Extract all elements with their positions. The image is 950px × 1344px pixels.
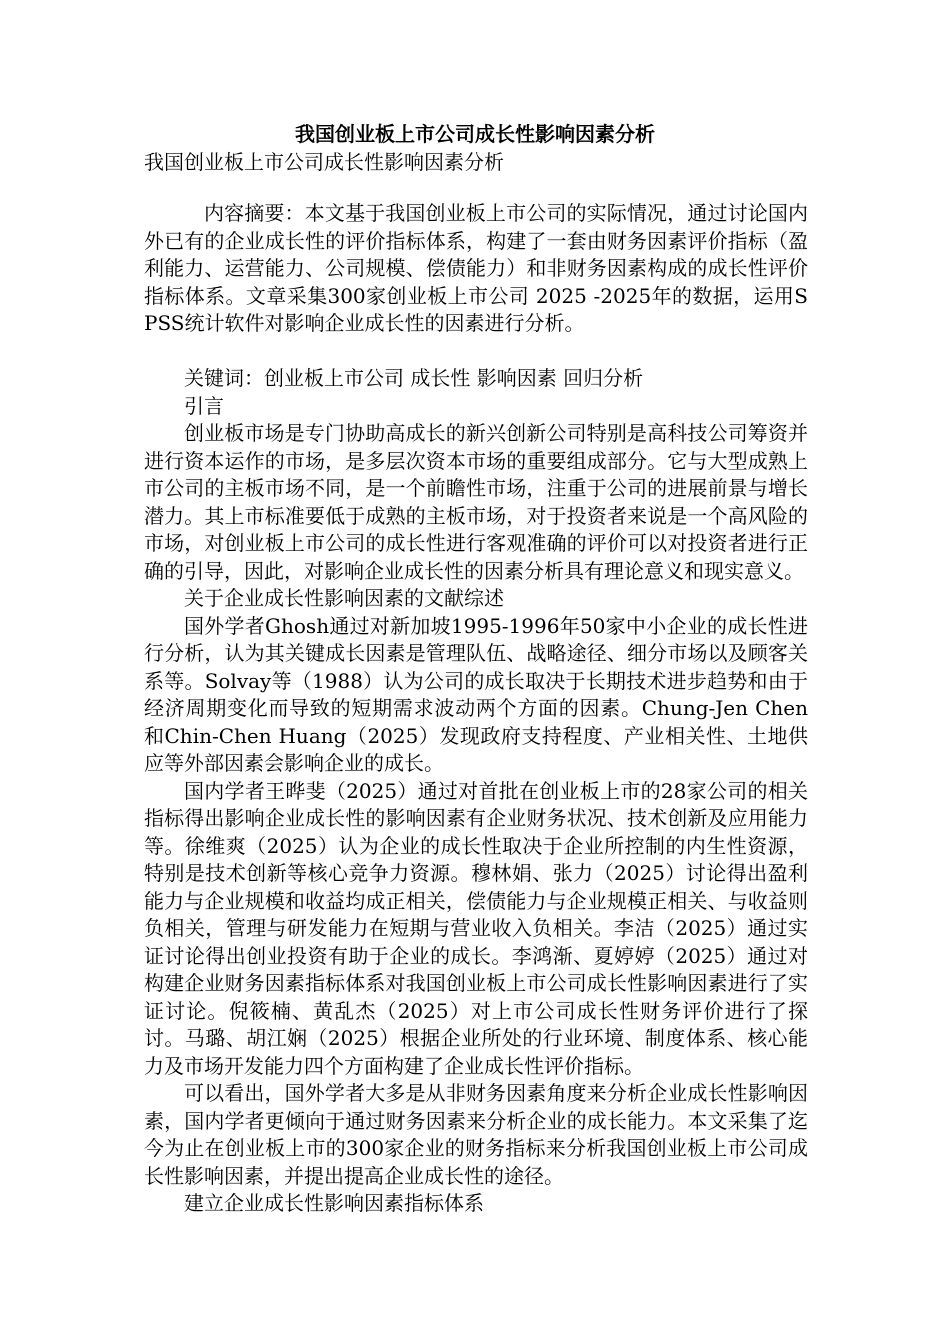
heading-intro: 引言 [184,393,224,418]
document-body [144,200,808,1218]
paragraph-summary: 可以看出，国外学者大多是从非财务因素角度来分析企业成长性影响因素，国内学者更倾向于通过财务因素来分析企业的成长能力。本文采集了迄今为止在创业板上市的300家企业的财务指标来分析我国创业板上市公司成长性影响因素，并提出提高企业成长性的途径。 [144,1081,808,1188]
heading-indicator-system: 建立企业成长性影响因素指标体系 [184,1191,484,1215]
keywords-line: 关键词：创业板上市公司 成长性 影响因素 回归分析 [184,366,644,390]
heading-literature-review: 关于企业成长性影响因素的文献综述 [184,586,504,610]
blank-line [144,338,808,366]
document-subtitle: 我国创业板上市公司成长性影响因素分析 [144,150,504,174]
paragraph-domestic-scholars: 国内学者王晔斐（2025）通过对首批在创业板上市的28家公司的相关指标得出影响企业成长性的影响因素有企业财务状况、技术创新及应用能力等。徐维爽（2025）认为企业的成长性取决于企业所控制的内生性资源，特别是技术创新等核心竞争力资源。穆林娟、张力（2025）讨论得出盈利能力与企业规模和收益均成正相关，偿债能力与企业规模正相关、与收益则负相关，管理与研发能力在短期与营业收入负相关。李洁（2025）通过实证讨论得出创业投资有助于企业的成长。李鸿渐、夏婷婷（2025）通过对构建企业财务因素指标体系对我国创业板上市公司成长性影响因素进行了实证讨论。倪筱楠、黄乱杰（2025）对上市公司成长性财务评价进行了探讨。马璐、胡江娴（2025）根据企业所处的行业环境、制度体系、核心能力及市场开发能力四个方面构建了企业成长性评价指标。 [144,778,808,1078]
document-title: 我国创业板上市公司成长性影响因素分析 [295,122,655,146]
paragraph-intro: 创业板市场是专门协助高成长的新兴创新公司特别是高科技公司筹资并进行资本运作的市场，是多层次资本市场的重要组成部分。它与大型成熟上市公司的主板市场不同，是一个前瞻性市场，注重于公司的进展前景与增长潜力。其上市标准要低于成熟的主板市场，对于投资者来说是一个高风险的市场，对创业板上市公司的成长性进行客观准确的评价可以对投资者进行正确的引导，因此，对影响企业成长性的因素分析具有理论意义和现实意义。 [144,421,808,583]
paragraph-foreign-scholars: 国外学者Ghosh通过对新加坡1995-1996年50家中小企业的成长性进行分析，认为其关键成长因素是管理队伍、战略途径、细分市场以及顾客关系等。Solvay等（1988）认为公司的成长取决于长期技术进步趋势和由于经济周期变化而导致的短期需求波动两个方面的因素。Chung-Jen Chen和Chin-Chen Huang（2025）发现政府支持程度、产业相关性、土地供应等外部因素会影响企业的成长。 [144,613,808,775]
abstract-paragraph: 内容摘要：本文基于我国创业板上市公司的实际情况，通过讨论国内外已有的企业成长性的评价指标体系，构建了一套由财务因素评价指标（盈利能力、运营能力、公司规模、偿债能力）和非财务因素构成的成长性评价指标体系。文章采集300家创业板上市公司 2025 -2025年的数据，运用SPSS统计软件对影响企业成长性的因素进行分析。 [144,201,808,335]
